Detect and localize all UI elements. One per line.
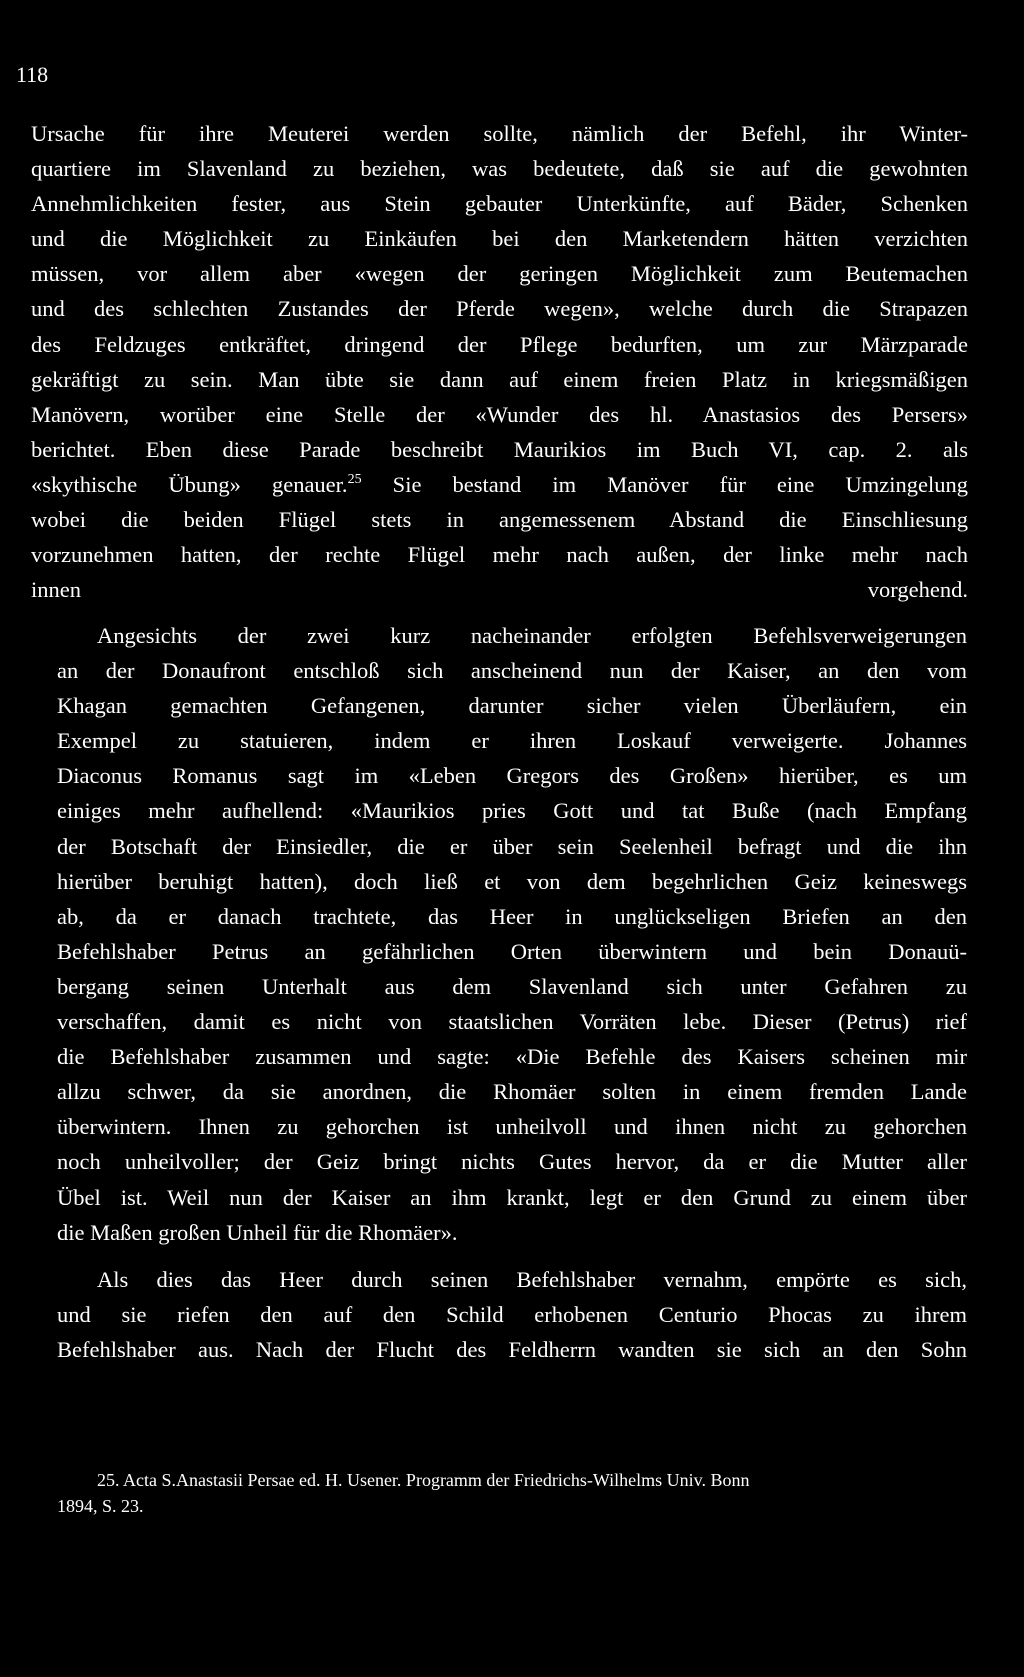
text-line: ab, da er danach trachtete, das Heer in unglückseligen Briefen an den xyxy=(57,903,967,929)
text-line: und sie riefen den auf den Schild erhobenen Centurio Phocas zu ihrem xyxy=(57,1302,967,1328)
text-line: der Botschaft der Einsiedler, die er über sein Seelenheil befragt und die ihn xyxy=(57,833,967,859)
text-line: Befehlshaber aus. Nach der Flucht des Feldherrn wandten sie sich an den Sohn xyxy=(57,1337,967,1363)
text-line: wobei die beiden Flügel stets in angemessenem Abstand die Einschliesung xyxy=(31,507,968,533)
footnote xyxy=(57,1467,937,1519)
page-number: 118 xyxy=(16,62,49,87)
text-line: quartiere im Slavenland zu beziehen, was bedeutete, daß sie auf die gewohnten xyxy=(31,156,968,182)
footnote-line: 1894, S. 23. xyxy=(57,1496,144,1516)
text-line: hierüber beruhigt hatten), doch ließ et von dem begehrlichen Geiz keineswegs xyxy=(57,868,967,894)
text-line: Diaconus Romanus sagt im «Leben Gregors des Großen» hierüber, es um xyxy=(57,763,967,789)
text-line: Khagan gemachten Gefangenen, darunter sicher vielen Überläufern, ein xyxy=(57,693,967,719)
text-line: gekräftigt zu sein. Man übte sie dann auf einem freien Platz in kriegsmäßigen xyxy=(31,366,968,392)
text-line: berichtet. Eben diese Parade beschreibt Maurikios im Buch VI, cap. 2. als xyxy=(31,436,968,462)
text-line: Manövern, worüber eine Stelle der «Wunder des hl. Anastasios des Persers» xyxy=(31,401,968,427)
text-line: müssen, vor allem aber «wegen der geringen Möglichkeit zum Beutemachen xyxy=(31,261,968,287)
text-line: Übel ist. Weil nun der Kaiser an ihm krankt, legt er den Grund zu einem über xyxy=(57,1184,967,1210)
text-line: innen vorgehend. xyxy=(31,577,968,603)
text-line-with-footnote xyxy=(31,467,968,502)
text-line: Befehlshaber Petrus an gefährlichen Orten überwintern und bein Donauü- xyxy=(57,938,967,964)
text-line: des Feldzuges entkräftet, dringend der Pflege bedurften, um zur Märzparade xyxy=(31,331,968,357)
footnote-reference[interactable]: 25 xyxy=(347,471,362,487)
text-line: vorzunehmen hatten, der rechte Flügel mehr nach außen, der linke mehr nach xyxy=(31,542,968,568)
paragraph-2 xyxy=(57,618,967,1250)
paragraph-3 xyxy=(57,1262,967,1367)
text-line: die Befehlshaber zusammen und sagte: «Die Befehle des Kaisers scheinen mir xyxy=(57,1044,967,1070)
text-line: überwintern. Ihnen zu gehorchen ist unheilvoll und ihnen nicht zu gehorchen xyxy=(57,1114,967,1140)
text-line: verschaffen, damit es nicht von staatslichen Vorräten lebe. Dieser (Petrus) rief xyxy=(57,1009,967,1035)
text-line: Als dies das Heer durch seinen Befehlshaber vernahm, empörte es sich, xyxy=(97,1267,967,1292)
text-segment: Sie bestand im Manöver für eine Umzingelung xyxy=(361,471,968,497)
text-line: Exempel zu statuieren, indem er ihren Loskauf verweigerte. Johannes xyxy=(57,728,967,754)
text-line: einiges mehr aufhellend: «Maurikios pries Gott und tat Buße (nach Empfang xyxy=(57,798,967,824)
text-segment: «skythische Übung» genauer. xyxy=(31,471,348,497)
text-line: bergang seinen Unterhalt aus dem Slavenland sich unter Gefahren zu xyxy=(57,973,967,999)
text-line: allzu schwer, da sie anordnen, die Rhomäer solten in einem fremden Lande xyxy=(57,1079,967,1105)
text-line: und des schlechten Zustandes der Pferde wegen», welche durch die Strapazen xyxy=(31,296,968,322)
text-line: Annehmlichkeiten fester, aus Stein gebauter Unterkünfte, auf Bäder, Schenken xyxy=(31,191,968,217)
paragraph-1 xyxy=(31,116,968,607)
text-line: noch unheilvoller; der Geiz bringt nichts Gutes hervor, da er die Mutter aller xyxy=(57,1149,967,1175)
text-line: Ursache für ihre Meuterei werden sollte, nämlich der Befehl, ihr Winter- xyxy=(31,121,968,146)
text-line: und die Möglichkeit zu Einkäufen bei den Marketendern hätten verzichten xyxy=(31,226,968,252)
text-line: an der Donaufront entschloß sich anscheinend nun der Kaiser, an den vom xyxy=(57,658,967,684)
text-line: Angesichts der zwei kurz nacheinander erfolgten Befehlsverweigerungen xyxy=(97,623,967,648)
text-line: die Maßen großen Unheil für die Rhomäer». xyxy=(57,1219,458,1245)
footnote-line: 25. Acta S.Anastasii Persae ed. H. Usener. Programm der Friedrichs-Wilhelms Univ. Bonn xyxy=(97,1470,750,1490)
